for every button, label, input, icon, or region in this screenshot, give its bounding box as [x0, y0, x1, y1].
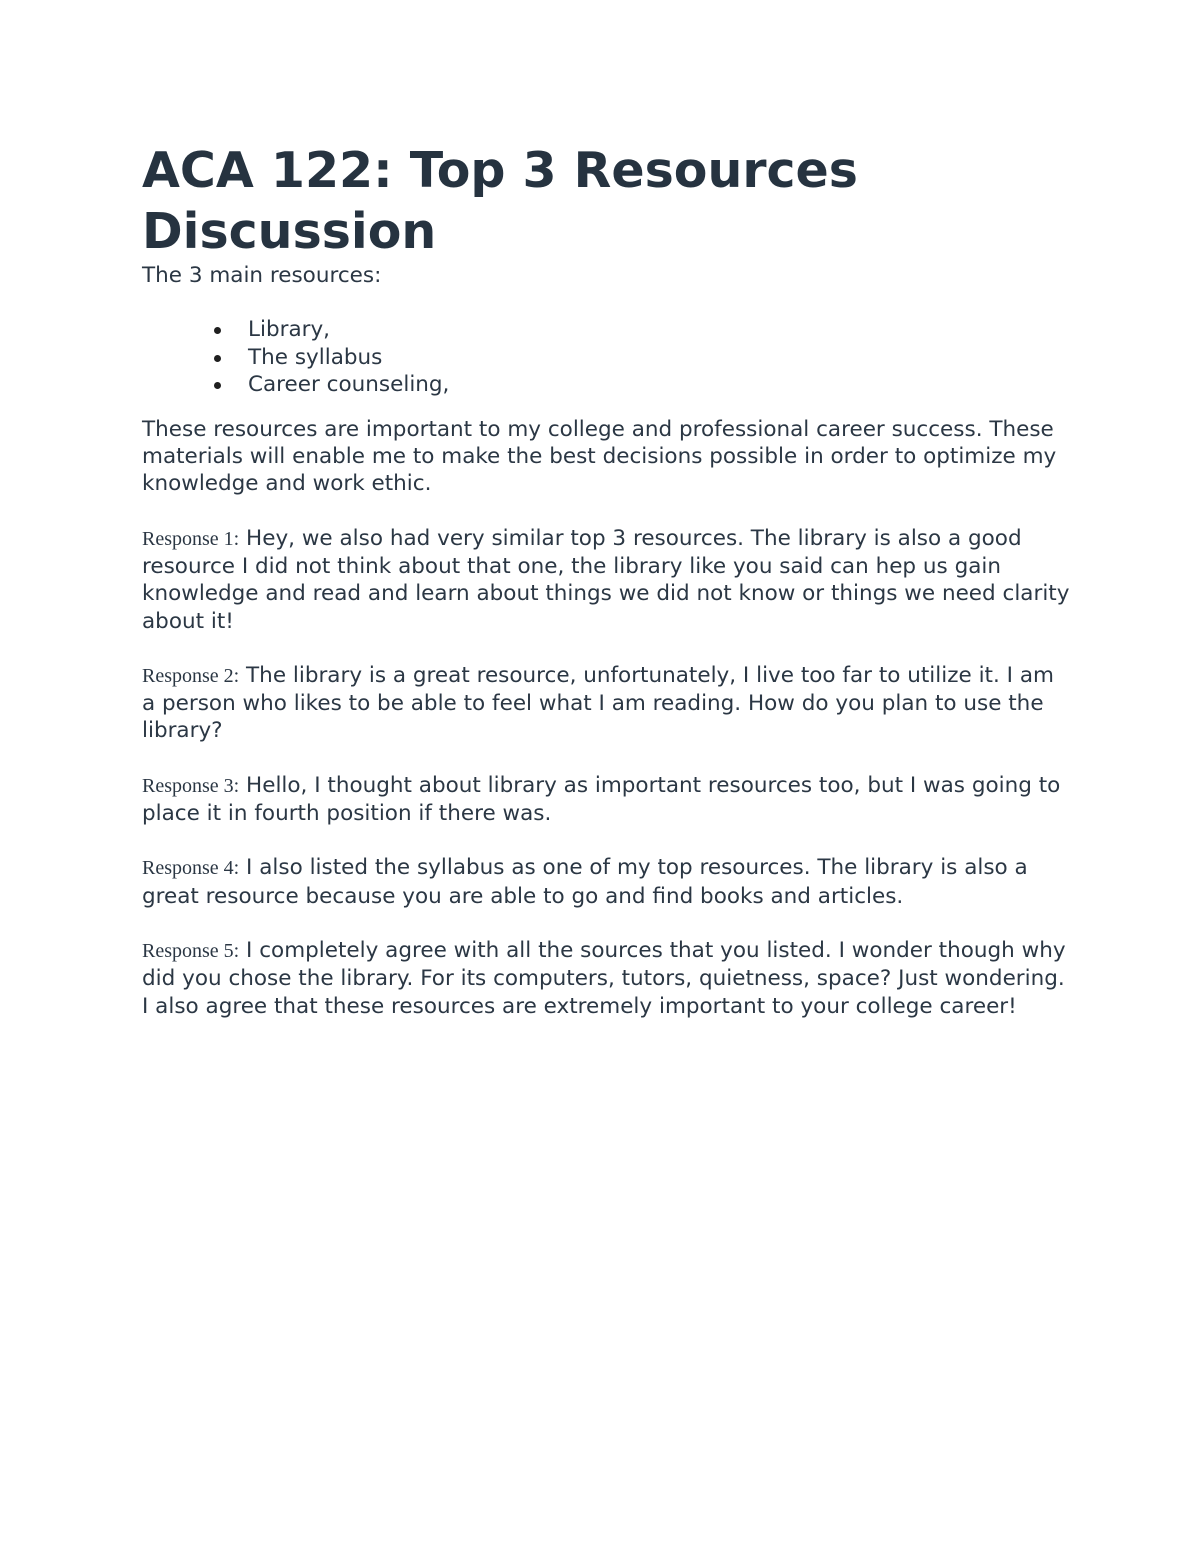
bullet-icon [214, 382, 221, 389]
intro-text: The 3 main resources: [142, 263, 382, 288]
response-text: I completely agree with all the sources that you listed. I wonder though why did you chose the library. For its computers, tutors, quietness, space? Just wondering. I also agree that these resources are extremely important to your college career! [142, 937, 1066, 1019]
list-item [142, 344, 1072, 372]
response-paragraph-2 [142, 662, 1072, 745]
list-item [142, 371, 1072, 399]
list-item-text: The syllabus [248, 344, 383, 370]
list-item-text: Library, [248, 317, 331, 343]
page-title: ACA 122: Top 3 Resources Discussion [142, 142, 858, 260]
response-label: Response 2: [142, 664, 240, 687]
response-text: I also listed the syllabus as one of my top resources. The library is also a great resource because you are able to go and find books and articles. [142, 855, 1028, 909]
bullet-icon [214, 327, 221, 334]
bullet-icon [214, 355, 221, 362]
response-text: Hey, we also had very similar top 3 resources. The library is also a good resource I did not think about that one, the library like you said can hep us gain knowledge and read and learn about things we did not know or things we need clarity about it! [142, 525, 1070, 634]
response-label: Response 3: [142, 774, 240, 797]
response-paragraph-3 [142, 772, 1072, 828]
resource-list [142, 316, 1072, 399]
response-paragraph-4 [142, 854, 1072, 910]
response-text: Hello, I thought about library as important resources too, but I was going to place it in fourth position if there was. [142, 772, 1061, 827]
response-label: Response 4: [142, 857, 240, 880]
document-page [142, 140, 1072, 1020]
response-text: The library is a great resource, unfortunately, I live too far to utilize it. I am a person who likes to be able to feel what I am reading. How do you plan to use the library? [142, 662, 1054, 744]
response-paragraph-1 [142, 525, 1072, 635]
response-label: Response 1: [142, 527, 240, 550]
list-item-text: Career counseling, [248, 372, 450, 398]
summary-paragraph: These resources are important to my college and professional career success. These materials will enable me to make the best decisions possible in order to optimize my knowledge and work ethic. [142, 416, 1057, 497]
response-label: Response 5: [142, 939, 240, 962]
response-paragraph-5 [142, 937, 1072, 1020]
list-item [142, 316, 1072, 344]
